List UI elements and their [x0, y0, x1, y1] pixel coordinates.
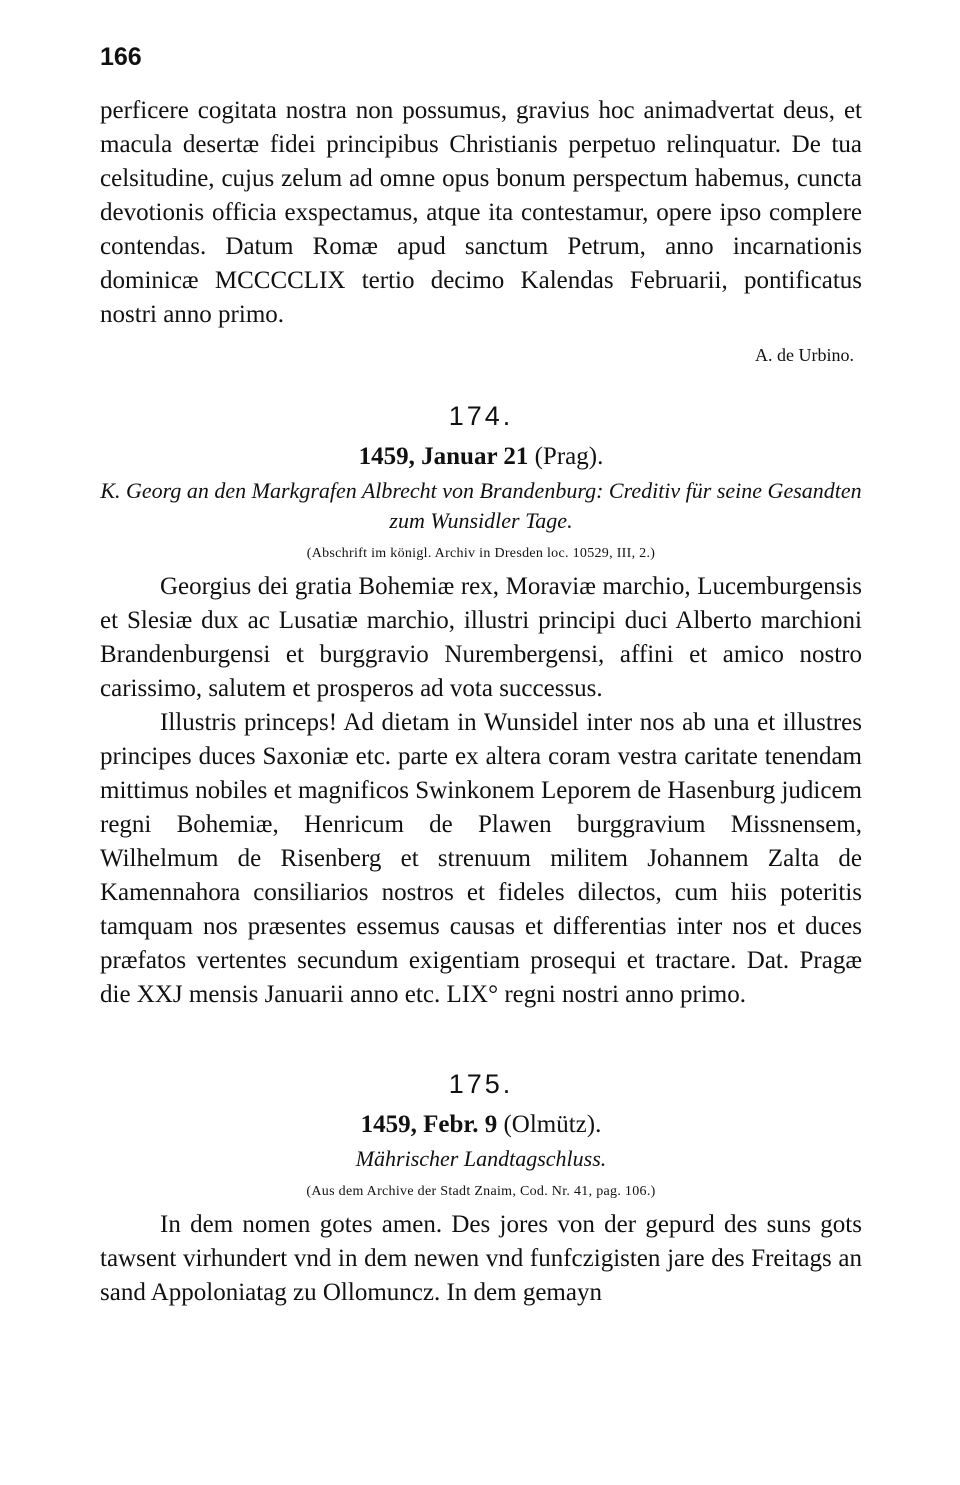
document-source: (Abschrift im königl. Archiv in Dresden loc. 10529, III, 2.) — [306, 546, 656, 561]
document-place: (Olmütz). — [503, 1111, 602, 1138]
document-174 — [100, 398, 862, 1012]
document-regest: Mährischer Landtagschluss. — [355, 1146, 607, 1171]
document-175 — [100, 1066, 862, 1310]
document-paragraph: Georgius dei gratia Bohemiæ rex, Moraviæ marchio, Lucemburgensis et Slesiæ dux ac Lusatiæ marchio, illustri principi duci Alberto marchioni Brandenburgensi et burggravio Nurembergensi, affini et amico nostro carissimo, salutem et prosperos ad vota successus. — [100, 573, 862, 702]
document-paragraph: Illustris princeps! Ad dietam in Wunsidel inter nos ab una et illustres principes duces Saxoniæ etc. parte ex altera coram vestra caritate tenendam mittimus nobiles et magnificos Swinkonem Leporem de Hasenburg judicem regni Bohemiæ, Henricum de Plawen burggravium Missnensem, Wilhelmum de Risenberg et strenuum militem Johannem Zalta de Kamennahora consiliarios nostros et fideles dilectos, cum hiis poteritis tamquam nos præsentes essemus causas et differentias inter nos et duces præfatos vertentes secundum exigentiam prosequi et tractare. Dat. Pragæ die XXJ mensis Januarii anno etc. LIX° regni nostri anno primo. — [100, 709, 862, 1008]
document-number: 174. — [448, 401, 514, 431]
document-source: (Aus dem Archive der Stadt Znaim, Cod. Nr. 41, pag. 106.) — [306, 1184, 656, 1199]
document-place: (Prag). — [534, 443, 604, 470]
page-number: 166 — [100, 43, 142, 71]
document-date: 1459, Januar 21 — [358, 443, 529, 470]
document-regest: K. Georg an den Markgrafen Albrecht von Brandenburg: Creditiv für seine Gesandten zum Wunsidler Tage. — [100, 478, 862, 533]
document-date-line — [100, 440, 862, 474]
document-number: 175. — [448, 1069, 514, 1099]
document-paragraph: In dem nomen gotes amen. Des jores von der gepurd des suns gots tawsent virhundert vnd in dem newen vnd funfczigisten jare des Freitags an sand Appoloniatag zu Ollomuncz. In dem gemayn — [100, 1211, 862, 1306]
document-date-line — [100, 1108, 862, 1142]
page — [100, 40, 862, 1310]
continuation-paragraph: perficere cogitata nostra non possumus, gravius hoc animadvertat deus, et macula desertæ fidei principibus Christianis perpetuo relinquatur. De tua celsitudine, cujus zelum ad omne opus bonum perspectum habemus, cuncta devotionis officia exspectamus, atque ita contestamur, opere ipso complere contendas. Datum Romæ apud sanctum Petrum, anno incarnationis dominicæ MCCCCLIX tertio decimo Kalendas Februarii, pontificatus nostri anno primo. — [100, 97, 862, 328]
signature: A. de Urbino. — [755, 345, 854, 365]
document-date: 1459, Febr. 9 — [360, 1111, 498, 1138]
